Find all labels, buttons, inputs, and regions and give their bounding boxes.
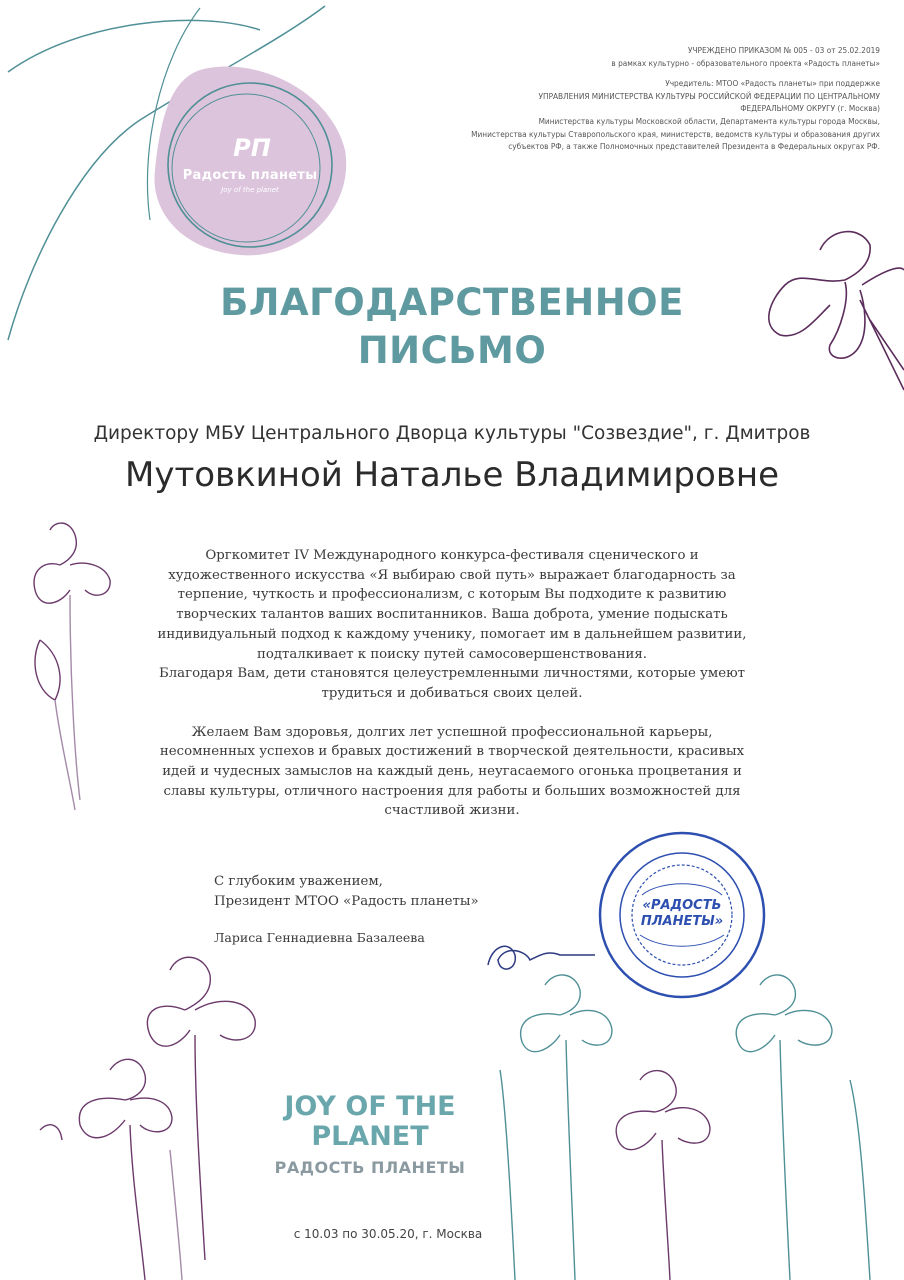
- body-line: терпение, чуткость и профессионализм, с которым Вы подходите к развитию: [177, 587, 727, 603]
- logo-mark: РП: [233, 134, 271, 162]
- header-block: [320, 44, 880, 153]
- brand-ru: РАДОСТЬ ПЛАНЕТЫ: [274, 1158, 466, 1177]
- body-line: идей и чудесных замыслов на каждый день, неугасаемого огонька процветания и: [162, 764, 742, 780]
- closing-line-2: Президент МТОО «Радость планеты»: [214, 893, 479, 909]
- body-line: несомненных успехов и бравых достижений в творческой деятельности, красивых: [159, 744, 745, 760]
- header-order: УЧРЕЖДЕНО ПРИКАЗОМ № 005 - 03 от 25.02.2019: [687, 45, 880, 55]
- brand-line-2: PLANET: [311, 1121, 429, 1152]
- header-ministry-2: ФЕДЕРАЛЬНОМУ ОКРУГУ (г. Москва): [740, 103, 880, 114]
- document-title: [200, 279, 704, 375]
- body-line: индивидуальный подход к каждому ученику, помогает им в дальнейшем развитии,: [157, 626, 747, 642]
- recipient-name: Мутовкиной Наталье Владимировне: [124, 455, 780, 495]
- body-line: творческих талантов ваших воспитанников. Ваша доброта, умение подыскать: [176, 607, 728, 623]
- header-project: в рамках культурно - образовательного проекта «Радость планеты»: [611, 57, 880, 68]
- letter-body: [130, 546, 774, 821]
- body-line: славы культуры, отличного настроения для работы и больших возможностей для: [163, 783, 741, 799]
- brand-wordmark: [270, 1092, 470, 1152]
- iris-top-right: [769, 232, 904, 390]
- header-support-3: субъектов РФ, а также Полномочных представителей Президента в Федеральных округах РФ.: [508, 141, 880, 152]
- header-ministry-1: УПРАВЛЕНИЯ МИНИСТЕРСТВА КУЛЬТУРЫ РОССИЙСКОЙ ФЕДЕРАЦИИ ПО ЦЕНТРАЛЬНОМУ: [538, 90, 880, 101]
- signer-name: Лариса Геннадиевна Базалеева: [214, 930, 425, 945]
- body-line: Оргкомитет IV Международного конкурса-фестиваля сценического и: [205, 548, 699, 563]
- title-line-2: ПИСЬМО: [357, 329, 547, 372]
- logo-subtitle: Joy of the planet: [221, 186, 279, 194]
- iris-left: [34, 523, 110, 810]
- body-line: Желаем Вам здоровья, долгих лет успешной профессиональной карьеры,: [191, 724, 713, 740]
- header-founder: Учредитель: МТОО «Радость планеты» при поддержке: [665, 78, 880, 89]
- logo-name: Радость планеты: [182, 168, 318, 183]
- closing-block: [214, 872, 479, 911]
- body-line: подталкивает к поиску путей самосовершенствования.: [256, 646, 648, 662]
- body-line: Благодаря Вам, дети становятся целеустремленными личностями, которые умеют: [158, 666, 746, 682]
- iris-bottom-right-purple: [616, 1071, 710, 1280]
- stamp-line-1: «РАДОСТЬ: [642, 898, 722, 913]
- brand-line-1: JOY OF THE: [284, 1091, 456, 1122]
- body-line: трудиться и добиваться своих целей.: [321, 685, 583, 701]
- iris-bottom-left: [40, 957, 255, 1280]
- header-support-1: Министерства культуры Московской области, Департамента культуры города Москвы,: [538, 115, 880, 126]
- iris-bottom-right: [500, 975, 870, 1280]
- swirl-line: [8, 20, 260, 72]
- recipient-role: Директору МБУ Центрального Дворца культуры "Созвездие", г. Дмитров: [93, 423, 811, 444]
- signature: [488, 946, 595, 969]
- event-dates: с 10.03 по 30.05.20, г. Москва: [293, 1227, 483, 1241]
- title-line-1: БЛАГОДАРСТВЕННОЕ: [220, 281, 684, 324]
- body-line: счастливой жизни.: [384, 803, 520, 819]
- stamp-line-2: ПЛАНЕТЫ»: [640, 914, 724, 929]
- body-line: художественного искусства «Я выбираю свой путь» выражает благодарность за: [168, 567, 736, 583]
- closing-line-1: С глубоким уважением,: [214, 874, 383, 889]
- header-support-2: Министерства культуры Ставропольского края, министерств, ведомств культуры и образования других: [471, 128, 880, 139]
- stamp-text: [630, 898, 734, 930]
